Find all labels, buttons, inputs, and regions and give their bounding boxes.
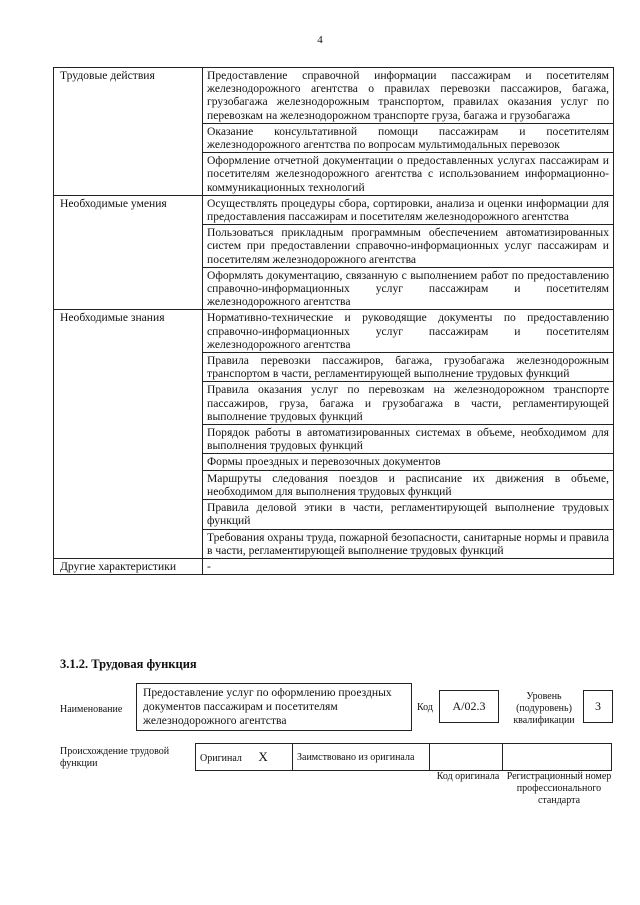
original-label: Оригинал	[200, 752, 242, 764]
knowledge-item: Нормативно-технические и руководящие документы по предоставлению справочно-информационных услуг пассажирам и посетителям железнодорожного агентства	[203, 310, 614, 353]
function-name-box: Предоставление услуг по оформлению проездных документов пассажирам и посетителям железнодорожного агентства	[136, 683, 412, 731]
row-label-labor-actions: Трудовые действия	[54, 68, 203, 196]
name-label: Наименование	[60, 704, 123, 715]
knowledge-item: Требования охраны труда, пожарной безопасности, санитарные нормы и правила в части, регламентирующей выполнение трудовых функций	[203, 529, 614, 558]
labor-action-item: Оказание консультативной помощи пассажирам и посетителям железнодорожного агентства по вопросам мультимодальных перевозок	[203, 123, 614, 152]
origin-original-cell	[196, 744, 293, 771]
reg-number-caption: Регистрационный номер профессионального стандарта	[506, 771, 612, 806]
origin-table	[195, 743, 612, 771]
knowledge-item: Правила оказания услуг по перевозкам на железнодорожном транспорте пассажиров, груза, багажа и грузобагажа в части, регламентирующей выполнение трудовых функций	[203, 382, 614, 425]
row-label-required-skills: Необходимые умения	[54, 195, 203, 310]
origin-label: Происхождение трудовой функции	[60, 746, 170, 769]
other-characteristics-value: -	[203, 558, 614, 574]
knowledge-item: Правила деловой этики в части, регламентирующей выполнение трудовых функций	[203, 500, 614, 529]
labor-function-table	[53, 67, 614, 575]
reg-number-cell	[503, 744, 612, 771]
knowledge-item: Маршруты следования поездов и расписание их движения в объеме, необходимом для выполнения трудовых функций	[203, 470, 614, 499]
knowledge-item: Правила перевозки пассажиров, багажа, грузобагажа железнодорожным транспортом в части, регламентирующей выполнение трудовых функций	[203, 353, 614, 382]
knowledge-item: Формы проездных и перевозочных документов	[203, 454, 614, 470]
skill-item: Пользоваться прикладным программным обеспечением автоматизированных систем при предоставлении справочно-информационных услуг пассажирам и посетителям железнодорожного агентства	[203, 225, 614, 268]
page-number: 4	[317, 34, 323, 46]
borrowed-label: Заимствовано из оригинала	[293, 744, 430, 771]
labor-action-item: Оформление отчетной документации о предоставленных услугах пассажирам и посетителям железнодорожного агентства с использованием информационно-коммуникационных технологий	[203, 153, 614, 196]
function-code-box: A/02.3	[439, 690, 499, 723]
table-row	[54, 195, 614, 224]
row-label-other-characteristics: Другие характеристики	[54, 558, 203, 574]
qualification-level-box: 3	[583, 690, 613, 723]
original-mark: X	[258, 748, 268, 764]
table-row	[196, 744, 612, 771]
code-original-cell	[430, 744, 503, 771]
code-label: Код	[417, 702, 433, 713]
labor-action-item: Предоставление справочной информации пассажирам и посетителям железнодорожного агентства о правилах перевозки пассажиров, багажа, грузобагажа железнодорожным транспортом, правилах оказания услуг по перевозкам на железнодорожном транспорте груза, багажа и грузобагажа	[203, 68, 614, 124]
table-row	[54, 310, 614, 353]
code-original-caption: Код оригинала	[436, 771, 500, 782]
row-label-required-knowledge: Необходимые знания	[54, 310, 203, 558]
knowledge-item: Порядок работы в автоматизированных системах в объеме, необходимом для выполнения трудовых функций	[203, 425, 614, 454]
skill-item: Осуществлять процедуры сбора, сортировки, анализа и оценки информации для предоставления пассажирам и посетителям железнодорожного агентства	[203, 195, 614, 224]
skill-item: Оформлять документацию, связанную с выполнением работ по предоставлению справочно-информационных услуг пассажирам и посетителям железнодорожного агентства	[203, 267, 614, 310]
qualification-level-label: Уровень (подуровень) квалификации	[513, 691, 575, 726]
table-row	[54, 68, 614, 124]
section-title: 3.1.2. Трудовая функция	[60, 657, 197, 671]
table-row	[54, 558, 614, 574]
